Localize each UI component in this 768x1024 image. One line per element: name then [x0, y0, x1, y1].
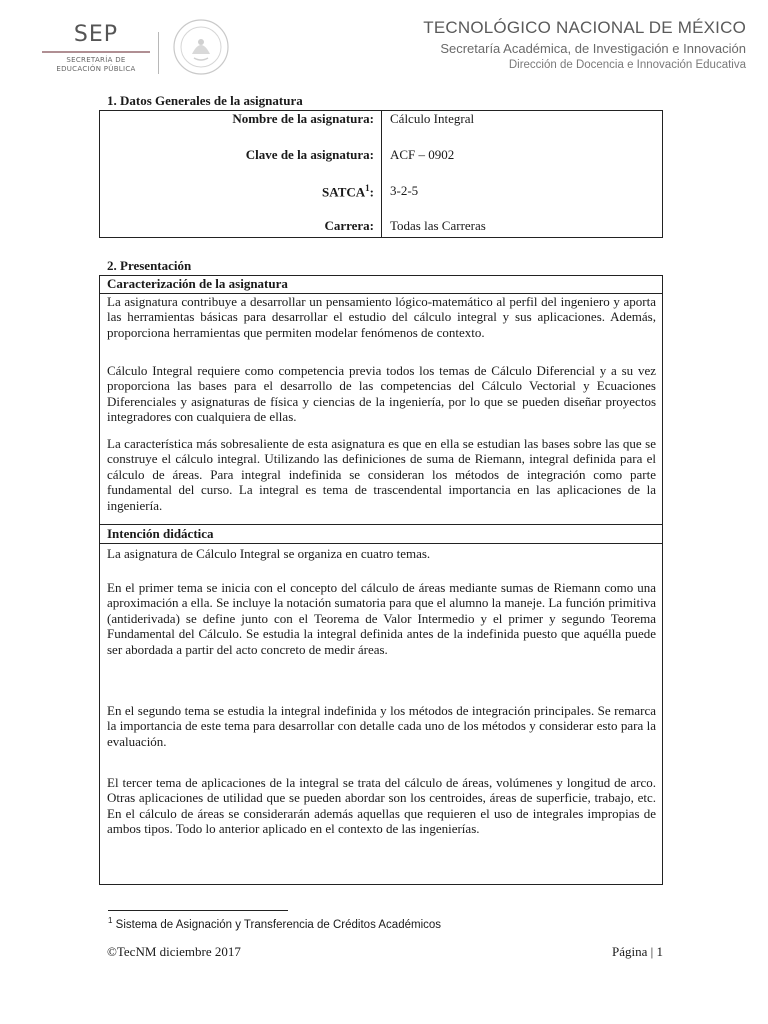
footnote-mark: 1 — [108, 916, 113, 925]
characterization-title: Caracterización de la asignatura — [107, 276, 288, 291]
label-satca — [322, 183, 374, 200]
sep-logo-rule — [42, 51, 150, 53]
intent-paragraph-2: En el primer tema se inicia con el concepto del cálculo de áreas mediante sumas de Riemann como una aproximación a ella. Se incluye la notación sumatoria para que el alumno la maneje. La función primitiva (antiderivada) se define junto con el Teorema de Valor Intermedio y el primer y segundo Teorema Fundamental del Cálculo. Se estudia la integral definida antes de la indefinida puesto que aquélla puede ser abordada a partir del acto concreto de medir áreas. — [107, 580, 656, 657]
table-row-divider — [100, 524, 662, 525]
label-subject-name: Nombre de la asignatura: — [232, 111, 374, 126]
intent-paragraph-3: En el segundo tema se estudia la integral indefinida y los métodos de integración principales. Se remarca la importancia de este tema para desarrollar con detalle cada uno de los métodos y considerar esto para la evaluación. — [107, 703, 656, 749]
institution-name: TECNOLÓGICO NACIONAL DE MÉXICO — [423, 18, 746, 37]
national-seal-icon — [172, 18, 230, 76]
direction-name: Dirección de Docencia e Innovación Educativa — [508, 59, 746, 71]
sep-logo-sub-2: EDUCACIÓN PÚBLICA — [56, 65, 136, 73]
value-satca: 3-2-5 — [390, 183, 419, 198]
value-career: Todas las Carreras — [390, 218, 486, 233]
intent-paragraph-4: El tercer tema de aplicaciones de la integral se trata del cálculo de áreas, volúmenes y longitud de arco. Otras aplicaciones de utilidad que se pueden abordar son los centroides, áreas de superficie, trabajo, etc. En el cálculo de áreas se considerarán además aquellas que requieren el uso de integrales impropias de ambos tipos. Todo lo anterior aplicado en el contexto de las ingenierías. — [107, 775, 656, 837]
table-column-divider — [381, 111, 382, 237]
label-subject-key: Clave de la asignatura: — [245, 147, 374, 162]
satca-text: SATCA — [322, 184, 366, 200]
value-subject-key: ACF – 0902 — [390, 147, 455, 162]
presentation-table — [99, 275, 663, 885]
characterization-paragraph-2: Cálculo Integral requiere como competencia previa todos los temas de Cálculo Diferencial y a su vez proporciona las bases para el desarrollo de las competencias del Cálculo Vectorial y Ecuaciones Diferenciales y asignaturas de física y ciencias de la ingeniería, por lo que se pueden diseñar proyectos integradores con cualquiera de ellas. — [107, 363, 656, 425]
general-data-table — [99, 110, 663, 238]
footnote-text: Sistema de Asignación y Transferencia de Créditos Académicos — [115, 918, 442, 931]
secretariat-name: Secretaría Académica, de Investigación e Innovación — [440, 41, 746, 56]
satca-footnote-mark: 1 — [365, 183, 370, 193]
section1-heading: 1. Datos Generales de la asignatura — [107, 93, 303, 108]
intent-paragraph-1: La asignatura de Cálculo Integral se organiza en cuatro temas. — [107, 546, 431, 561]
characterization-paragraph-3: La característica más sobresaliente de esta asignatura es que en ella se estudian las bases sobre las que se construye el cálculo integral. Utilizando las definiciones de suma de Riemann, integral definida para el cálculo de áreas. Para integral indefinida se consideran los métodos de integración como parte fundamental del curso. La integral es tema de trascendental importancia en las aplicaciones de la ingeniería. — [107, 436, 656, 513]
table-row-divider — [100, 543, 662, 544]
footer-copyright: ©TecNM diciembre 2017 — [107, 944, 241, 959]
header-institution-block — [423, 18, 746, 71]
value-subject-name: Cálculo Integral — [390, 111, 475, 126]
footnote-rule — [108, 910, 288, 911]
sep-logo-text: SEP — [73, 22, 119, 47]
characterization-paragraph-1: La asignatura contribuye a desarrollar un pensamiento lógico-matemático al perfil del ingeniero y aporta las herramientas básicas para desarrollar el estudio del cálculo integral y sus aplicaciones. Además, proporciona herramientas que permiten modelar fenómenos de contexto. — [107, 294, 656, 340]
header-divider — [158, 32, 159, 74]
footnote — [108, 916, 441, 931]
label-career: Carrera: — [324, 218, 374, 233]
satca-colon: : — [369, 184, 374, 200]
didactic-intent-title: Intención didáctica — [107, 526, 214, 541]
section2-heading: 2. Presentación — [107, 258, 192, 273]
footer-page-number: Página | 1 — [612, 944, 663, 959]
sep-logo — [34, 22, 158, 74]
sep-logo-sub-1: SECRETARÍA DE — [66, 56, 126, 64]
